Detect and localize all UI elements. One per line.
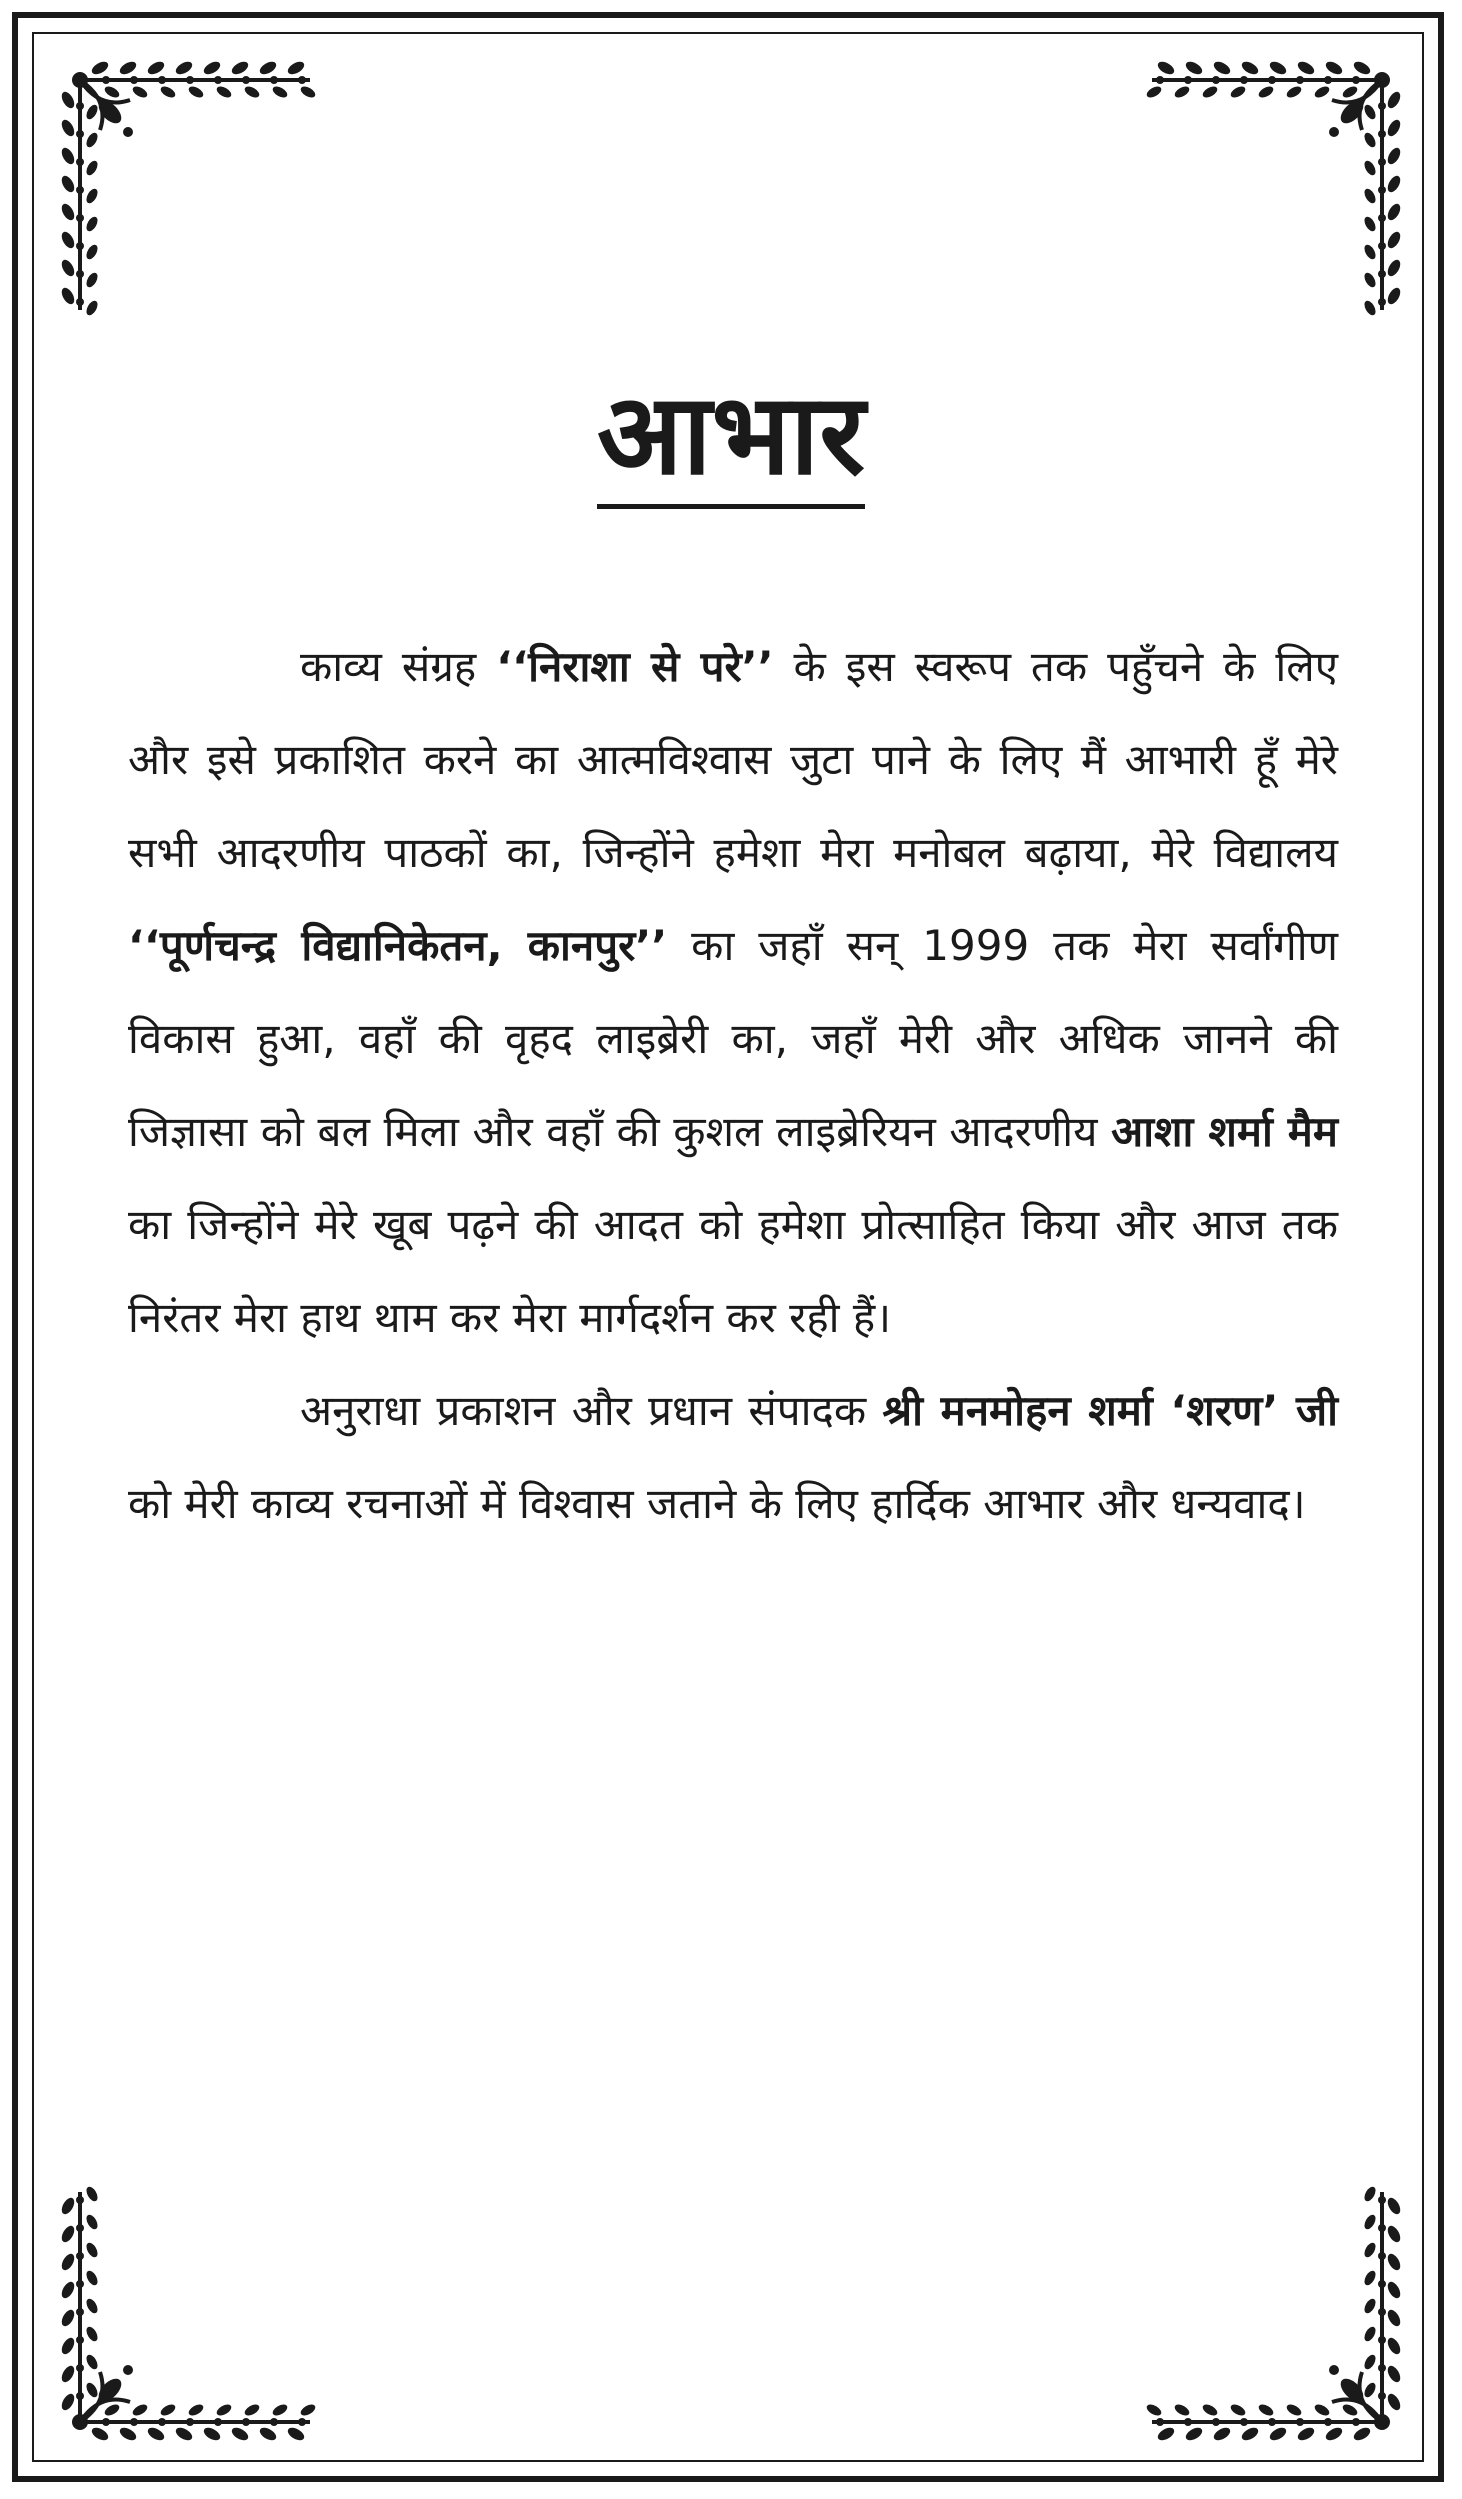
librarian-name: आशा शर्मा मैम [1111,1107,1338,1156]
page-title [0,370,1462,509]
floral-corner-top-right-icon [1142,40,1422,320]
school-name: ‘‘पूर्णचन्द्र विद्यानिकेतन, कानपुर’’ [128,921,668,970]
paragraph-2 [128,1364,1338,1550]
floral-corner-top-left-icon [40,40,320,320]
page-title-text: आभार [597,370,865,509]
acknowledgement-body [128,620,1338,1550]
paragraph-1-text-4: का जिन्होंने मेरे खूब पढ़ने की आदत को हमेशा प्रोत्साहित किया और आज तक निरंतर मेरा हाथ थाम कर मेरा मार्गदर्शन कर रही हैं। [128,1200,1338,1342]
paragraph-1-text-1: काव्य संग्रह [300,642,497,691]
paragraph-2-text-1: अनुराधा प्रकाशन और प्रधान संपादक [300,1386,883,1435]
floral-corner-bottom-right-icon [1142,2182,1422,2462]
book-title: ‘‘निराशा से परे’’ [496,642,774,691]
paragraph-2-text-2: को मेरी काव्य रचनाओं में विश्वास जताने के लिए हार्दिक आभार और धन्यवाद। [128,1479,1306,1528]
editor-name: श्री मनमोहन शर्मा ‘शरण’ जी [882,1386,1338,1435]
floral-corner-bottom-left-icon [40,2182,320,2462]
paragraph-1-text-3: का जहाँ सन् 1999 तक मेरा सर्वांगीण विकास हुआ, वहाँ की वृहद लाइब्रेरी का, जहाँ मेरी और अधिक जानने की जिज्ञासा को बल मिला और वहाँ की कुशल लाइब्रेरियन आदरणीय [128,921,1339,1156]
paragraph-1-text-2: के इस स्वरूप तक पहुँचने के लिए और इसे प्रकाशित करने का आत्मविश्वास जुटा पाने के लिए मैं आभारी हूँ मेरे सभी आदरणीय पाठकों का, जिन्होंने हमेशा मेरा मनोबल बढ़ाया, मेरे विद्यालय [128,642,1338,877]
paragraph-1 [128,620,1338,1364]
